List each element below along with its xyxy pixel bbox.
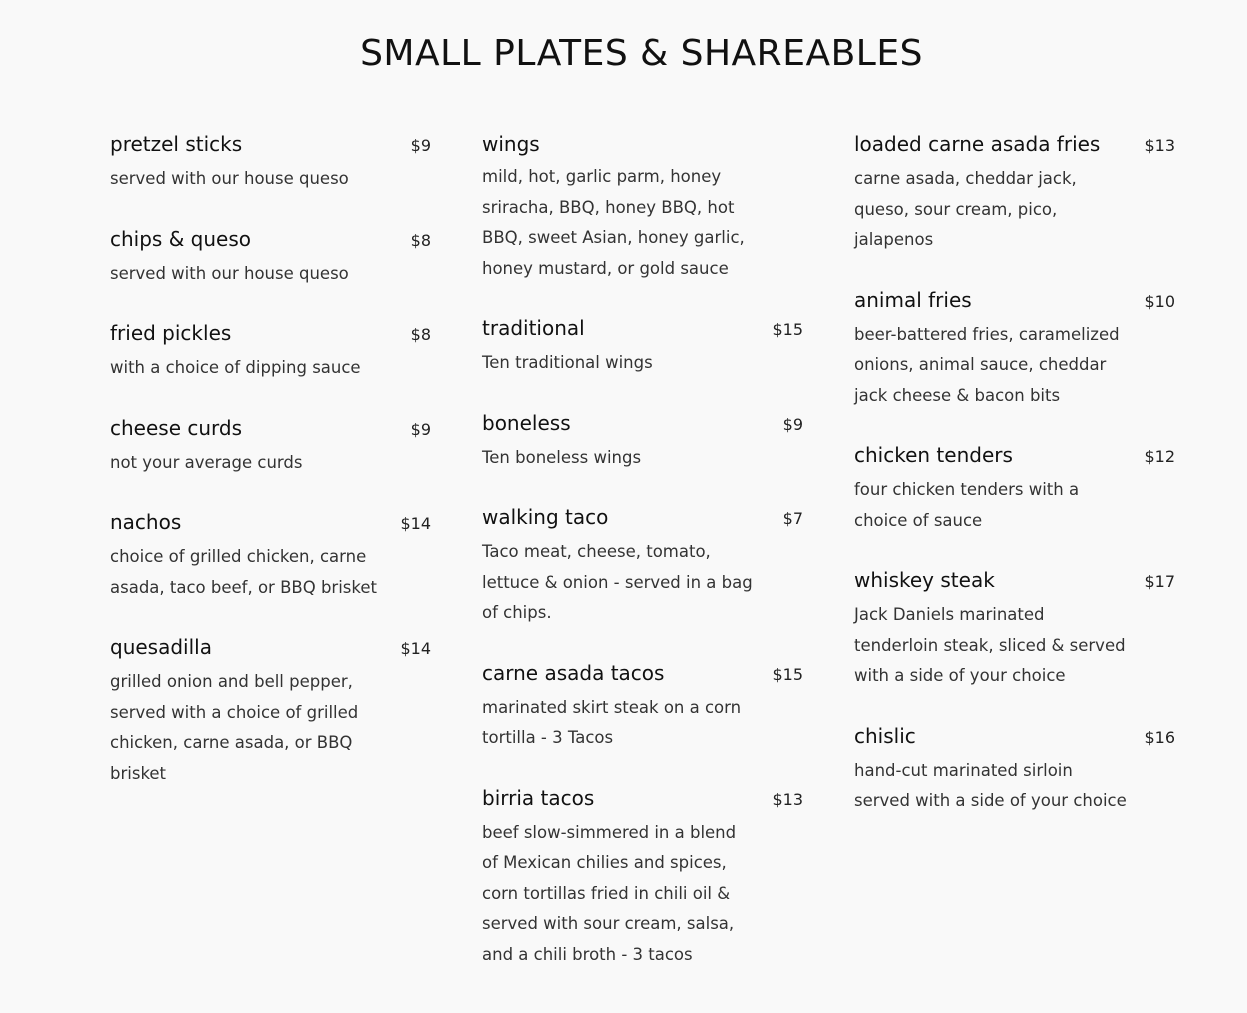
item-description: marinated skirt steak on a corn tortilla - 3 Tacos (482, 697, 742, 747)
item-price: $14 (400, 514, 431, 533)
item-price: $9 (410, 136, 431, 155)
item-description: Taco meat, cheese, tomato, lettuce & onion - served in a bag of chips. (482, 542, 753, 622)
item-description: hand-cut marinated sirloin served with a side of your choice (854, 760, 1127, 810)
menu-item (482, 783, 803, 971)
item-price: $8 (410, 325, 431, 344)
item-name: boneless (482, 410, 571, 435)
menu-item (110, 129, 431, 195)
menu-item (854, 440, 1175, 536)
menu-column-2 (482, 129, 803, 999)
menu-item (110, 318, 431, 384)
item-price: $17 (1144, 572, 1175, 591)
item-description: beef slow-simmered in a blend of Mexican chilies and spices, corn tortillas fried in chili oil & served with sour cream, salsa, and a chili broth - 3 tacos (482, 822, 737, 964)
item-price: $7 (782, 509, 803, 528)
menu-item (854, 285, 1175, 412)
item-price: $10 (1144, 291, 1175, 311)
menu-item (854, 129, 1175, 256)
item-price: $9 (410, 419, 431, 439)
menu-item (110, 224, 431, 290)
item-name: pretzel sticks (110, 132, 243, 156)
item-price: $14 (400, 639, 431, 658)
menu-item (482, 313, 803, 379)
item-name: traditional (482, 316, 585, 340)
menu-item (482, 129, 803, 284)
item-name: chislic (854, 723, 916, 748)
menu-item (482, 408, 803, 474)
item-name: carne asada tacos (482, 660, 665, 685)
item-description: Ten boneless wings (482, 447, 642, 467)
item-name: cheese curds (110, 415, 243, 440)
item-price: $12 (1144, 447, 1175, 466)
item-description: not your average curds (110, 452, 303, 472)
item-description: Jack Daniels marinated tenderloin steak, sliced & served with a side of your choice (854, 605, 1126, 685)
item-price: $8 (410, 230, 431, 250)
item-name: chicken tenders (854, 443, 1013, 467)
item-price: $9 (782, 414, 803, 434)
item-description: served with our house queso (110, 263, 349, 283)
item-price: $16 (1144, 727, 1175, 747)
item-description: four chicken tenders with a choice of sauce (854, 480, 1080, 530)
item-name: nachos (110, 510, 182, 534)
item-description: served with our house queso (110, 169, 349, 188)
item-description: mild, hot, garlic parm, honey sriracha, BBQ, honey BBQ, hot BBQ, sweet Asian, honey garlic, honey mustard, or gold sauce (482, 167, 745, 278)
item-name: whiskey steak (854, 568, 995, 592)
menu-item (110, 507, 431, 603)
item-name: fried pickles (110, 321, 232, 345)
item-name: animal fries (854, 287, 972, 312)
item-price: $15 (772, 664, 803, 684)
item-price: $13 (772, 789, 803, 809)
page-title: SMALL PLATES & SHAREABLES (360, 33, 923, 74)
menu-column-1 (110, 129, 431, 818)
item-name: quesadilla (110, 635, 212, 659)
menu-item (854, 721, 1175, 817)
menu-item (110, 632, 431, 789)
item-description: grilled onion and bell pepper, served with a choice of grilled chicken, carne asada, or BBQ brisket (110, 672, 359, 783)
item-description: Ten traditional wings (482, 353, 653, 372)
menu-item (482, 502, 803, 629)
menu-item (854, 565, 1175, 692)
item-description: carne asada, cheddar jack, queso, sour cream, pico, jalapenos (854, 169, 1077, 249)
item-name: wings (482, 132, 540, 156)
item-name: walking taco (482, 505, 609, 529)
item-description: choice of grilled chicken, carne asada, taco beef, or BBQ brisket (110, 547, 377, 597)
item-description: beer-battered fries, caramelized onions, animal sauce, cheddar jack cheese & bacon bits (854, 324, 1120, 405)
item-price: $13 (1144, 136, 1175, 155)
item-price: $15 (772, 320, 803, 339)
item-description: with a choice of dipping sauce (110, 358, 361, 377)
item-name: loaded carne asada fries (854, 132, 1101, 156)
menu-item (482, 658, 803, 754)
menu-column-3 (854, 129, 1175, 846)
menu-item (110, 413, 431, 479)
item-name: chips & queso (110, 226, 251, 251)
item-name: birria tacos (482, 785, 595, 810)
